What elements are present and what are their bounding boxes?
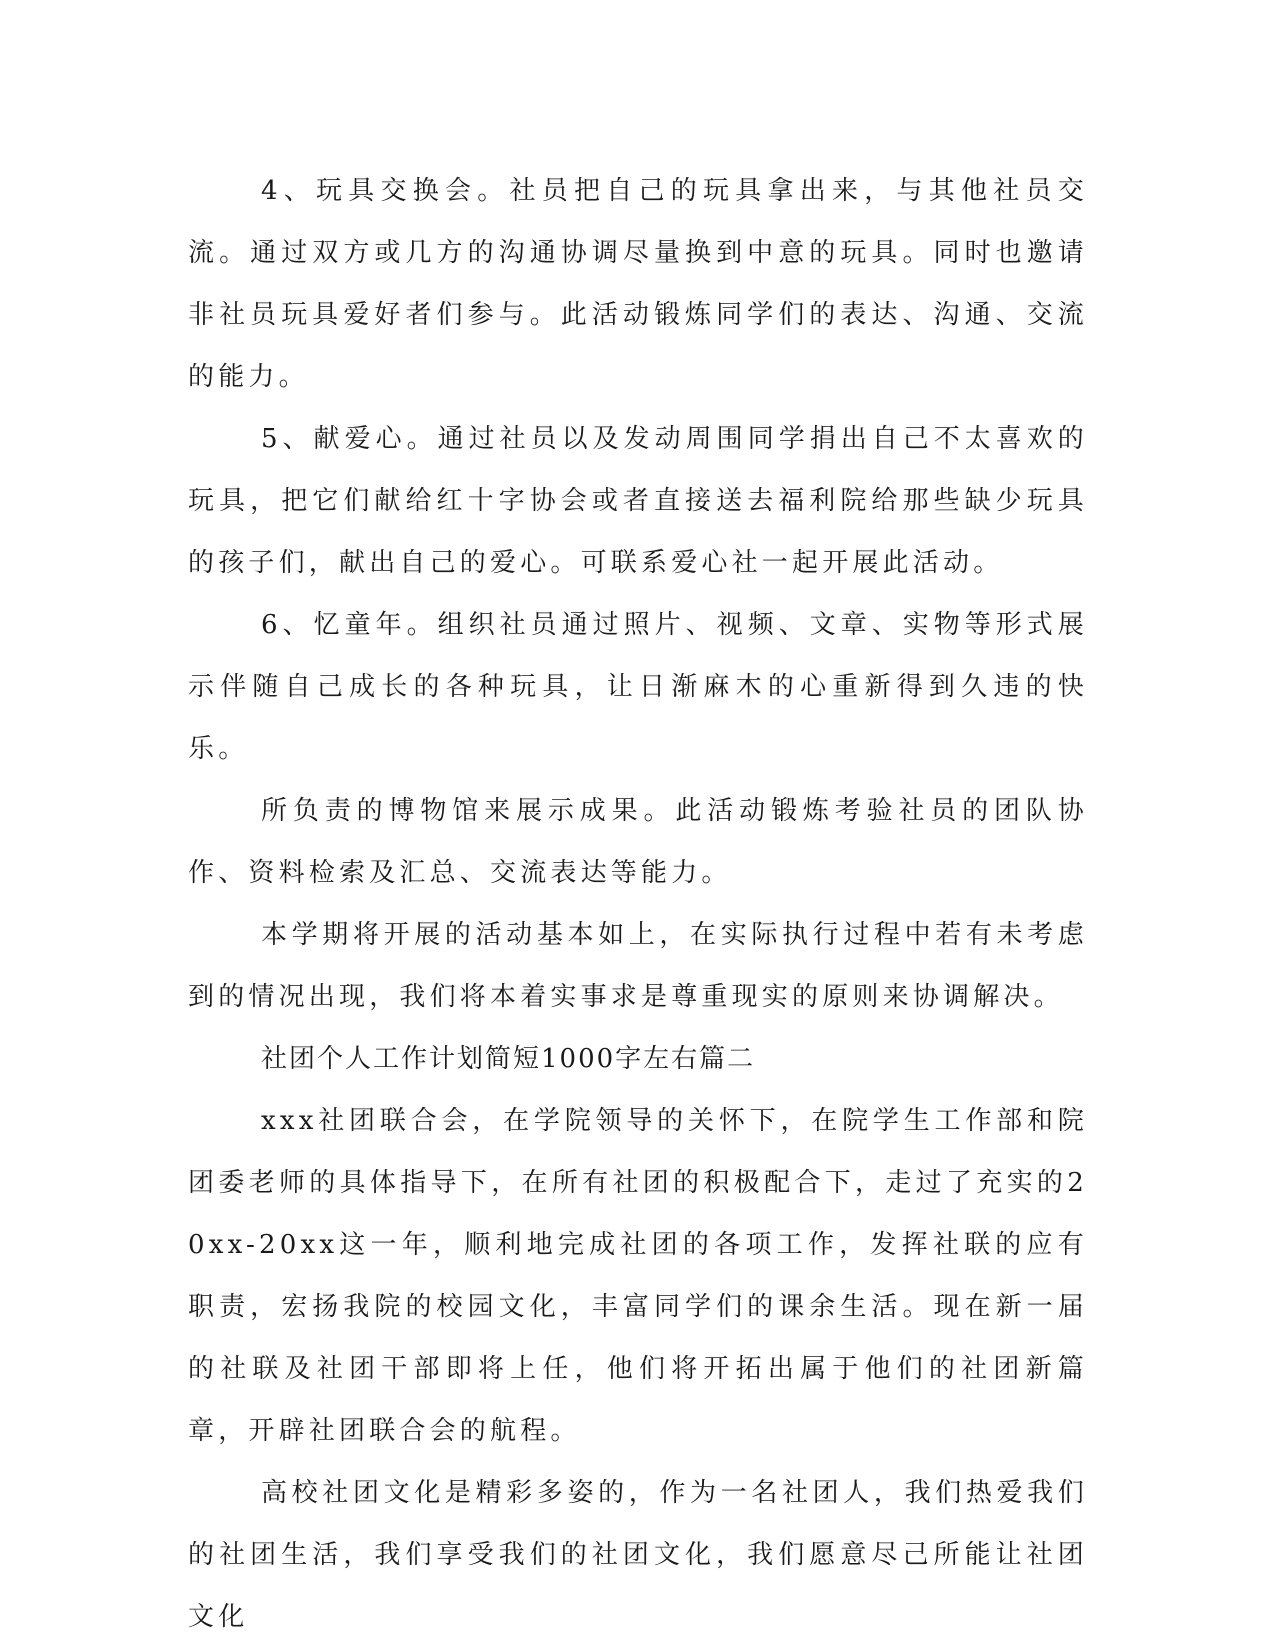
paragraph-recall-childhood: 6、忆童年。组织社员通过照片、视频、文章、实物等形式展示伴随自己成长的各种玩具，让日渐麻木的心重新得到久违的快乐。 (188, 610, 1088, 764)
paragraph-museum-display: 所负责的博物馆来展示成果。此活动锻炼考验社员的团队协作、资料检索及汇总、交流表达等能力。 (188, 796, 1088, 888)
section-heading: 社团个人工作计划简短1000字左右篇二 (261, 1044, 756, 1074)
document-body (188, 160, 1088, 1648)
paragraph-club-culture: 高校社团文化是精彩多姿的，作为一名社团人，我们热爱我们的社团生活，我们享受我们的社团文化，我们愿意尽己所能让社团文化 (188, 1478, 1088, 1632)
paragraph-donate-love: 5、献爱心。通过社员以及发动周围同学捐出自己不太喜欢的玩具，把它们献给红十字协会或者直接送去福利院给那些缺少玩具的孩子们，献出自己的爱心。可联系爱心社一起开展此活动。 (188, 424, 1088, 578)
paragraph-club-federation: xxx社团联合会，在学院领导的关怀下，在院学生工作部和院团委老师的具体指导下，在所有社团的积极配合下，走过了充实的20xx-20xx这一年，顺利地完成社团的各项工作，发挥社联的应有职责，宏扬我院的校园文化，丰富同学们的课余生活。现在新一届的社联及社团干部即将上任，他们将开拓出属于他们的社团新篇章，开辟社团联合会的航程。 (188, 1106, 1088, 1446)
paragraph-toy-exchange: 4、玩具交换会。社员把自己的玩具拿出来，与其他社员交流。通过双方或几方的沟通协调尽量换到中意的玩具。同时也邀请非社员玩具爱好者们参与。此活动锻炼同学们的表达、沟通、交流的能力。 (188, 176, 1088, 392)
paragraph-semester-summary: 本学期将开展的活动基本如上，在实际执行过程中若有未考虑到的情况出现，我们将本着实事求是尊重现实的原则来协调解决。 (188, 920, 1088, 1012)
